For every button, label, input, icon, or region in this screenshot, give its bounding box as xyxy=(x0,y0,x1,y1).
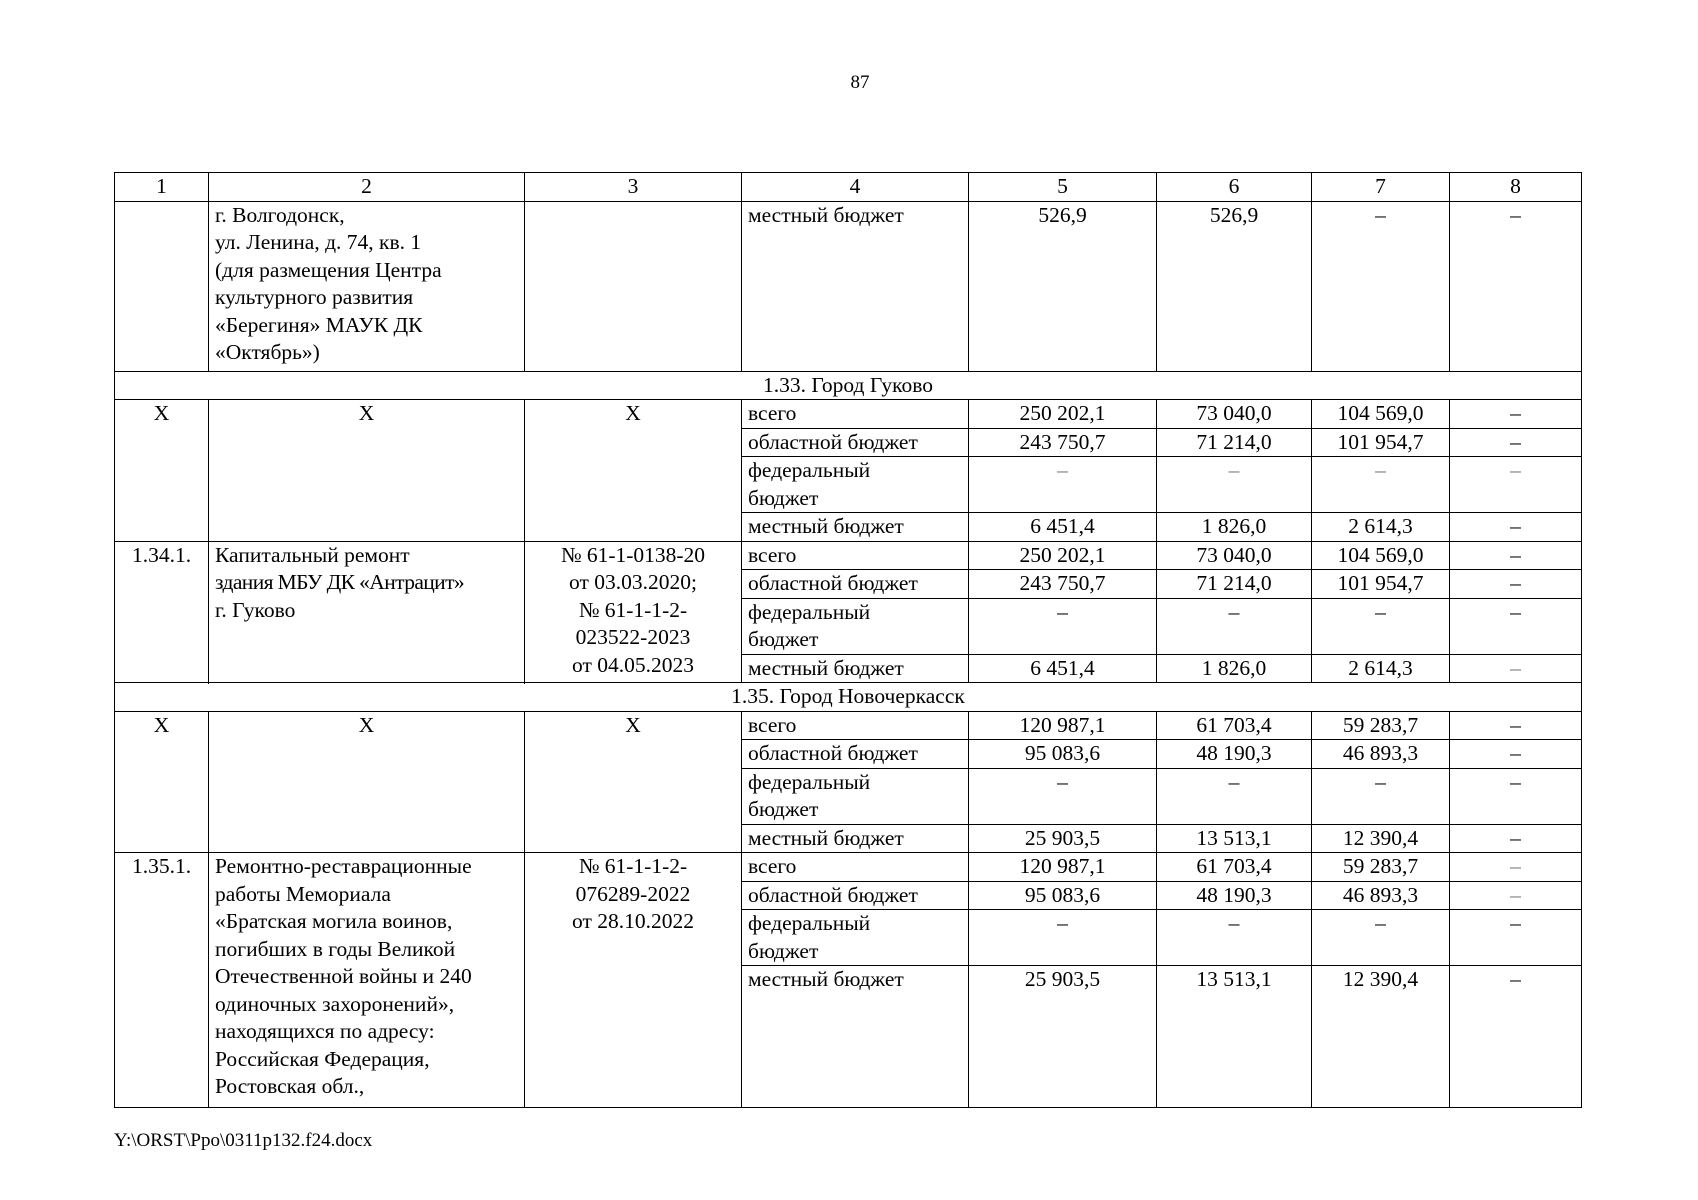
funding-source-cell xyxy=(742,457,969,513)
funding-source-line: бюджет xyxy=(748,485,819,510)
amount-cell: 243 750,7 xyxy=(969,570,1157,599)
amount-cell: 95 083,6 xyxy=(969,881,1157,910)
amount-cell: – xyxy=(1312,457,1450,513)
object-name-line: «Братская могила воинов, xyxy=(215,909,453,933)
column-number: 3 xyxy=(525,173,742,202)
document-line: № 61-1-0138-20 xyxy=(560,542,706,567)
amount-cell: – xyxy=(1157,598,1312,654)
amount-cell: 526,9 xyxy=(969,201,1157,371)
funding-source-cell: местный бюджет xyxy=(742,654,969,683)
document-line: № 61-1-1-2- xyxy=(578,854,688,878)
funding-source-line: федеральный xyxy=(748,458,871,482)
amount-cell: – xyxy=(1450,853,1582,882)
number-cell xyxy=(115,201,209,371)
amount-cell: 61 703,4 xyxy=(1157,711,1312,740)
amount-cell: – xyxy=(969,598,1157,654)
funding-source-cell: областной бюджет xyxy=(742,740,969,769)
amount-cell: – xyxy=(1450,541,1582,570)
amount-cell: 12 390,4 xyxy=(1312,966,1450,1108)
funding-source-cell: областной бюджет xyxy=(742,570,969,599)
funding-source-line: федеральный xyxy=(748,911,871,935)
amount-cell: – xyxy=(969,768,1157,824)
object-name-line: погибших в годы Великой xyxy=(215,936,456,961)
object-name-line: «Берегиня» МАУК ДК xyxy=(215,312,423,337)
funding-source-cell: местный бюджет xyxy=(742,201,969,371)
column-number: 6 xyxy=(1157,173,1312,202)
document-line: от 28.10.2022 xyxy=(572,909,694,933)
amount-cell: 13 513,1 xyxy=(1157,966,1312,1108)
funding-source-cell: всего xyxy=(742,400,969,429)
amount-cell: – xyxy=(1157,910,1312,966)
object-name-line: Капитальный ремонт xyxy=(215,542,410,567)
amount-cell: 12 390,4 xyxy=(1312,824,1450,853)
object-name-line: г. Гуково xyxy=(215,597,296,622)
amount-cell: 2 614,3 xyxy=(1312,513,1450,542)
amount-cell: 95 083,6 xyxy=(969,740,1157,769)
object-name-cell xyxy=(209,541,525,683)
object-name-line: работы Мемориала xyxy=(215,881,391,906)
object-name-line: «Октябрь») xyxy=(215,340,320,364)
amount-cell: 13 513,1 xyxy=(1157,824,1312,853)
object-name-line: Ростовская обл., xyxy=(215,1074,365,1098)
amount-cell: – xyxy=(969,910,1157,966)
amount-cell: – xyxy=(1450,513,1582,542)
amount-cell: – xyxy=(1450,966,1582,1108)
amount-cell: 243 750,7 xyxy=(969,428,1157,457)
column-number: 2 xyxy=(209,173,525,202)
amount-cell: 46 893,3 xyxy=(1312,881,1450,910)
object-name-line: Российская Федерация, xyxy=(215,1046,430,1071)
item-number: 1.34.1. xyxy=(115,541,209,683)
object-name-cell xyxy=(209,853,525,1108)
column-number: 7 xyxy=(1312,173,1450,202)
funding-source-cell: областной бюджет xyxy=(742,881,969,910)
amount-cell: 250 202,1 xyxy=(969,400,1157,429)
amount-cell: 71 214,0 xyxy=(1157,570,1312,599)
amount-cell: 101 954,7 xyxy=(1312,570,1450,599)
amount-cell: – xyxy=(1450,768,1582,824)
amount-cell: – xyxy=(1312,598,1450,654)
amount-cell: – xyxy=(1450,201,1582,371)
amount-cell: 101 954,7 xyxy=(1312,428,1450,457)
amount-cell: – xyxy=(1312,768,1450,824)
document-line: 023522-2023 xyxy=(575,625,691,649)
x-mark: Х xyxy=(525,400,742,542)
amount-cell: 6 451,4 xyxy=(969,513,1157,542)
amount-cell: – xyxy=(1450,400,1582,429)
amount-cell: 104 569,0 xyxy=(1312,400,1450,429)
amount-cell: 48 190,3 xyxy=(1157,740,1312,769)
document-line: 076289-2022 xyxy=(575,881,691,906)
amount-cell: – xyxy=(1450,711,1582,740)
amount-cell: 1 826,0 xyxy=(1157,513,1312,542)
section-title: 1.33. Город Гуково xyxy=(115,371,1582,400)
object-name-line: Отечественной войны и 240 xyxy=(215,964,472,988)
column-number: 5 xyxy=(969,173,1157,202)
amount-cell: 6 451,4 xyxy=(969,654,1157,683)
funding-source-cell: всего xyxy=(742,541,969,570)
amount-cell: – xyxy=(1450,570,1582,599)
funding-source-cell xyxy=(742,598,969,654)
x-mark: Х xyxy=(525,711,742,853)
amount-cell: 25 903,5 xyxy=(969,966,1157,1108)
funding-source-line: федеральный xyxy=(748,769,871,794)
funding-source-cell xyxy=(742,768,969,824)
object-name-line: (для размещения Центра xyxy=(215,257,442,282)
x-mark: Х xyxy=(115,711,209,853)
table-row xyxy=(115,541,1582,570)
x-mark: Х xyxy=(209,711,525,853)
column-number: 8 xyxy=(1450,173,1582,202)
table-row xyxy=(115,853,1582,882)
amount-cell: 120 987,1 xyxy=(969,711,1157,740)
funding-source-cell: всего xyxy=(742,711,969,740)
footer-file-path: Y:\ORST\Ppo\0311p132.f24.docx xyxy=(114,1130,373,1151)
amount-cell: 71 214,0 xyxy=(1157,428,1312,457)
object-name-line: ул. Ленина, д. 74, кв. 1 xyxy=(215,230,422,254)
document-line: № 61-1-1-2- xyxy=(578,597,688,622)
funding-source-cell: областной бюджет xyxy=(742,428,969,457)
object-name-cell xyxy=(209,201,525,371)
amount-cell: 250 202,1 xyxy=(969,541,1157,570)
object-name-line: Ремонтно-реставрационные xyxy=(215,854,472,878)
section-row xyxy=(115,371,1582,400)
amount-cell: 2 614,3 xyxy=(1312,654,1450,683)
x-mark: Х xyxy=(115,400,209,542)
amount-cell: 46 893,3 xyxy=(1312,740,1450,769)
funding-source-line: федеральный xyxy=(748,599,871,624)
x-mark: Х xyxy=(209,400,525,542)
object-name-line: культурного развития xyxy=(215,285,414,309)
amount-cell: – xyxy=(1157,457,1312,513)
document-cell xyxy=(525,853,742,1108)
amount-cell: 59 283,7 xyxy=(1312,853,1450,882)
object-name-line: г. Волгодонск, xyxy=(215,202,345,227)
document-cell xyxy=(525,201,742,371)
amount-cell: 104 569,0 xyxy=(1312,541,1450,570)
amount-cell: – xyxy=(1312,910,1450,966)
amount-cell: 61 703,4 xyxy=(1157,853,1312,882)
funding-source-line: бюджет xyxy=(748,797,819,821)
column-number: 1 xyxy=(115,173,209,202)
document-line: от 03.03.2020; xyxy=(569,570,697,594)
document-cell xyxy=(525,541,742,683)
amount-cell: 1 826,0 xyxy=(1157,654,1312,683)
funding-source-cell: местный бюджет xyxy=(742,824,969,853)
amount-cell: – xyxy=(1450,910,1582,966)
table-row xyxy=(115,201,1582,371)
amount-cell: 73 040,0 xyxy=(1157,541,1312,570)
column-number: 4 xyxy=(742,173,969,202)
document-line: от 04.05.2023 xyxy=(572,652,694,677)
amount-cell: – xyxy=(1450,457,1582,513)
budget-table xyxy=(114,172,1582,1108)
object-name-line: находящихся по адресу: xyxy=(215,1019,435,1043)
amount-cell: 73 040,0 xyxy=(1157,400,1312,429)
funding-source-cell: всего xyxy=(742,853,969,882)
amount-cell: – xyxy=(969,457,1157,513)
amount-cell: – xyxy=(1312,201,1450,371)
column-number-row xyxy=(115,173,1582,202)
amount-cell: – xyxy=(1450,428,1582,457)
section-row xyxy=(115,683,1582,712)
funding-source-cell xyxy=(742,910,969,966)
amount-cell: – xyxy=(1450,881,1582,910)
amount-cell: – xyxy=(1157,768,1312,824)
page-number: 87 xyxy=(850,72,870,93)
item-number: 1.35.1. xyxy=(115,853,209,1108)
amount-cell: 25 903,5 xyxy=(969,824,1157,853)
funding-source-line: бюджет xyxy=(748,938,819,963)
funding-source-cell: местный бюджет xyxy=(742,513,969,542)
funding-source-cell: местный бюджет xyxy=(742,966,969,1108)
object-name-line: одиночных захоронений», xyxy=(215,991,455,1016)
amount-cell: 59 283,7 xyxy=(1312,711,1450,740)
object-name-line: здания МБУ ДК «Антрацит» xyxy=(215,570,465,594)
amount-cell: – xyxy=(1450,824,1582,853)
table-row xyxy=(115,711,1582,740)
amount-cell: – xyxy=(1450,740,1582,769)
amount-cell: 526,9 xyxy=(1157,201,1312,371)
section-title: 1.35. Город Новочеркасск xyxy=(115,683,1582,712)
amount-cell: 120 987,1 xyxy=(969,853,1157,882)
table-row xyxy=(115,400,1582,429)
amount-cell: 48 190,3 xyxy=(1157,881,1312,910)
amount-cell: – xyxy=(1450,598,1582,654)
funding-source-line: бюджет xyxy=(748,627,819,651)
amount-cell: – xyxy=(1450,654,1582,683)
